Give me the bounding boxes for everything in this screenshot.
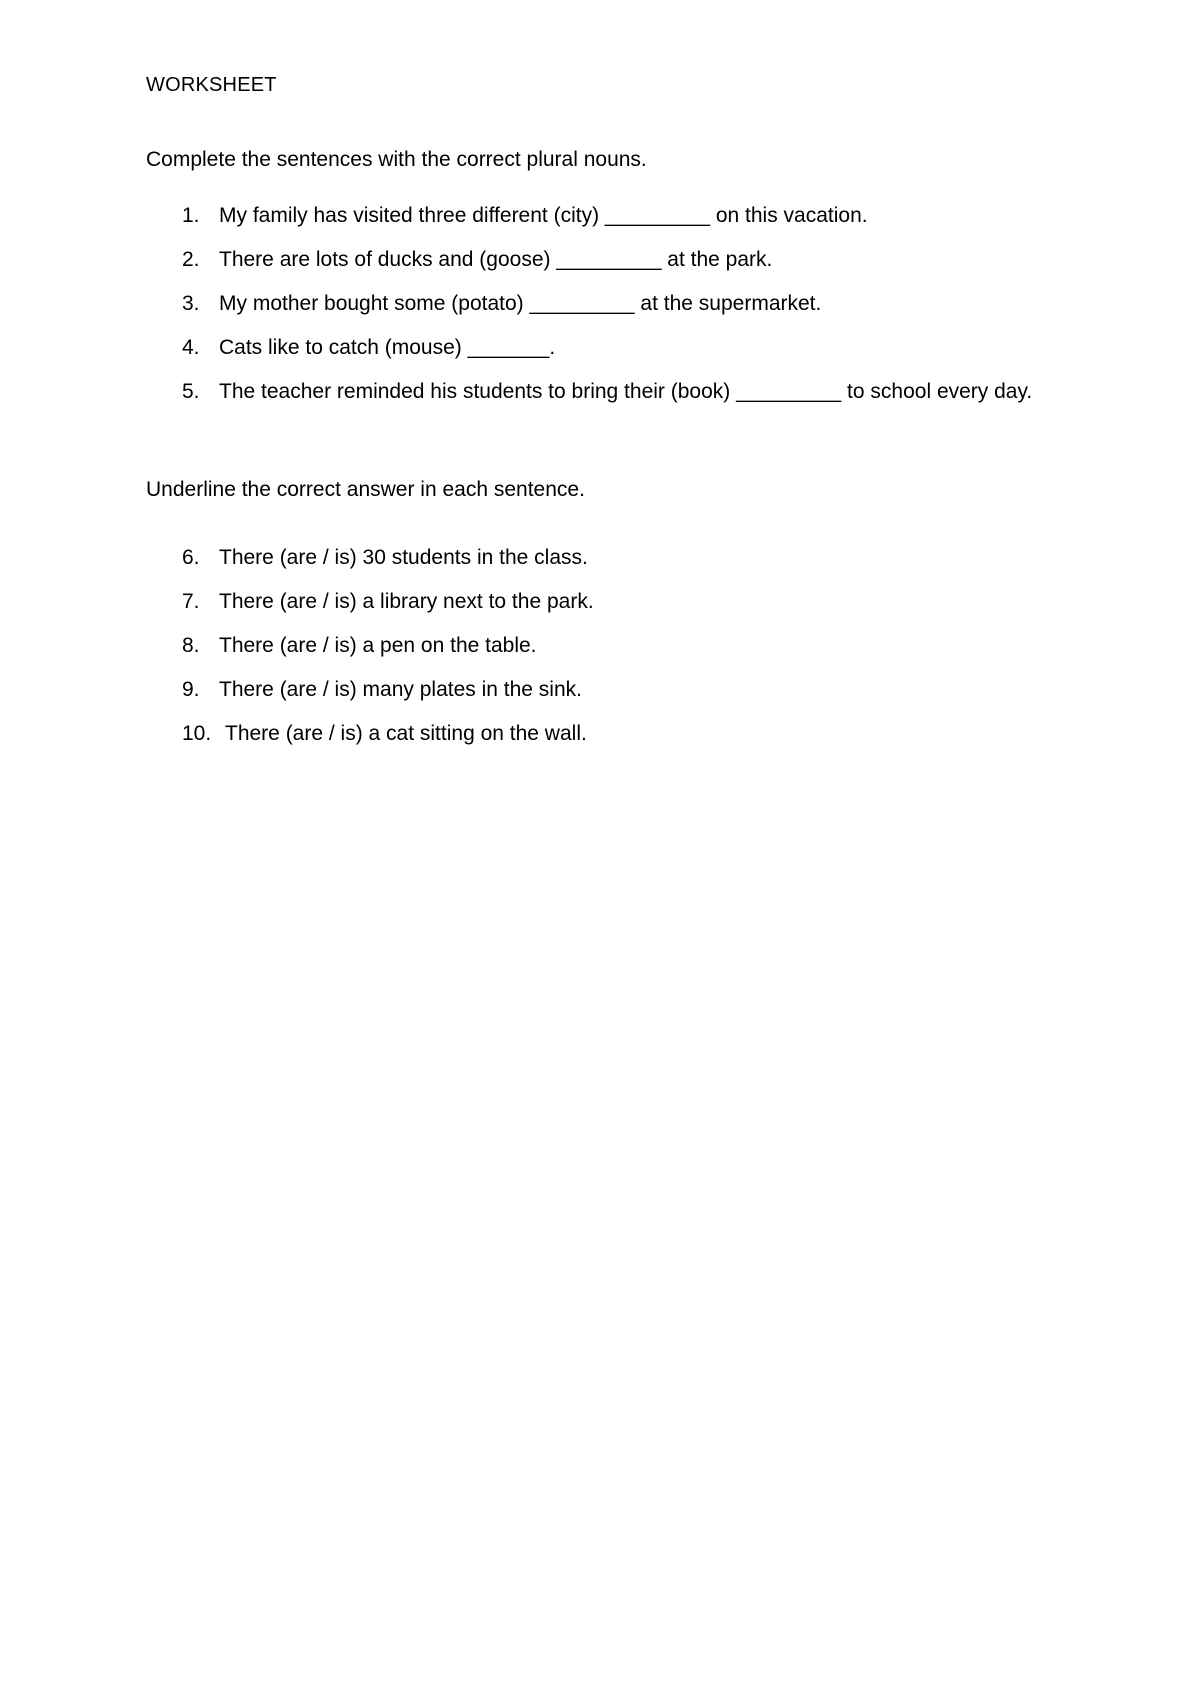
question-number: 9.	[182, 678, 200, 701]
question-text: There (are / is) many plates in the sink.	[219, 678, 582, 701]
question-text: There (are / is) 30 students in the class.	[219, 546, 588, 569]
question-text: The teacher reminded his students to bring their (book) _________ to school every day.	[219, 380, 1033, 403]
section-2-instruction: Underline the correct answer in each sentence.	[146, 478, 585, 501]
question-number: 10.	[182, 722, 212, 745]
question-number: 2.	[182, 248, 200, 271]
question-item	[146, 238, 1056, 282]
question-text: There are lots of ducks and (goose) _________ at the park.	[219, 248, 773, 271]
question-text: There (are / is) a library next to the park.	[219, 590, 594, 613]
question-text: There (are / is) a cat sitting on the wall.	[225, 722, 587, 745]
question-number: 7.	[182, 590, 200, 613]
question-item	[146, 624, 1056, 668]
question-number: 4.	[182, 336, 200, 359]
question-text: There (are / is) a pen on the table.	[219, 634, 537, 657]
question-number: 1.	[182, 204, 200, 227]
question-item	[146, 370, 1056, 414]
plural-nouns-question-list	[146, 194, 1056, 414]
question-item	[146, 712, 1056, 756]
question-text: My mother bought some (potato) _________ at the supermarket.	[219, 292, 822, 315]
underline-question-list	[146, 536, 1056, 756]
question-number: 8.	[182, 634, 200, 657]
section-1-instruction: Complete the sentences with the correct plural nouns.	[146, 148, 647, 171]
question-item	[146, 326, 1056, 370]
question-number: 5.	[182, 380, 200, 403]
question-text: My family has visited three different (city) _________ on this vacation.	[219, 204, 868, 227]
question-item	[146, 580, 1056, 624]
page-title: WORKSHEET	[146, 74, 277, 96]
question-item	[146, 668, 1056, 712]
question-number: 6.	[182, 546, 200, 569]
question-item	[146, 536, 1056, 580]
question-item	[146, 282, 1056, 326]
question-text: Cats like to catch (mouse) _______.	[219, 336, 556, 359]
question-number: 3.	[182, 292, 200, 315]
question-item	[146, 194, 1056, 238]
